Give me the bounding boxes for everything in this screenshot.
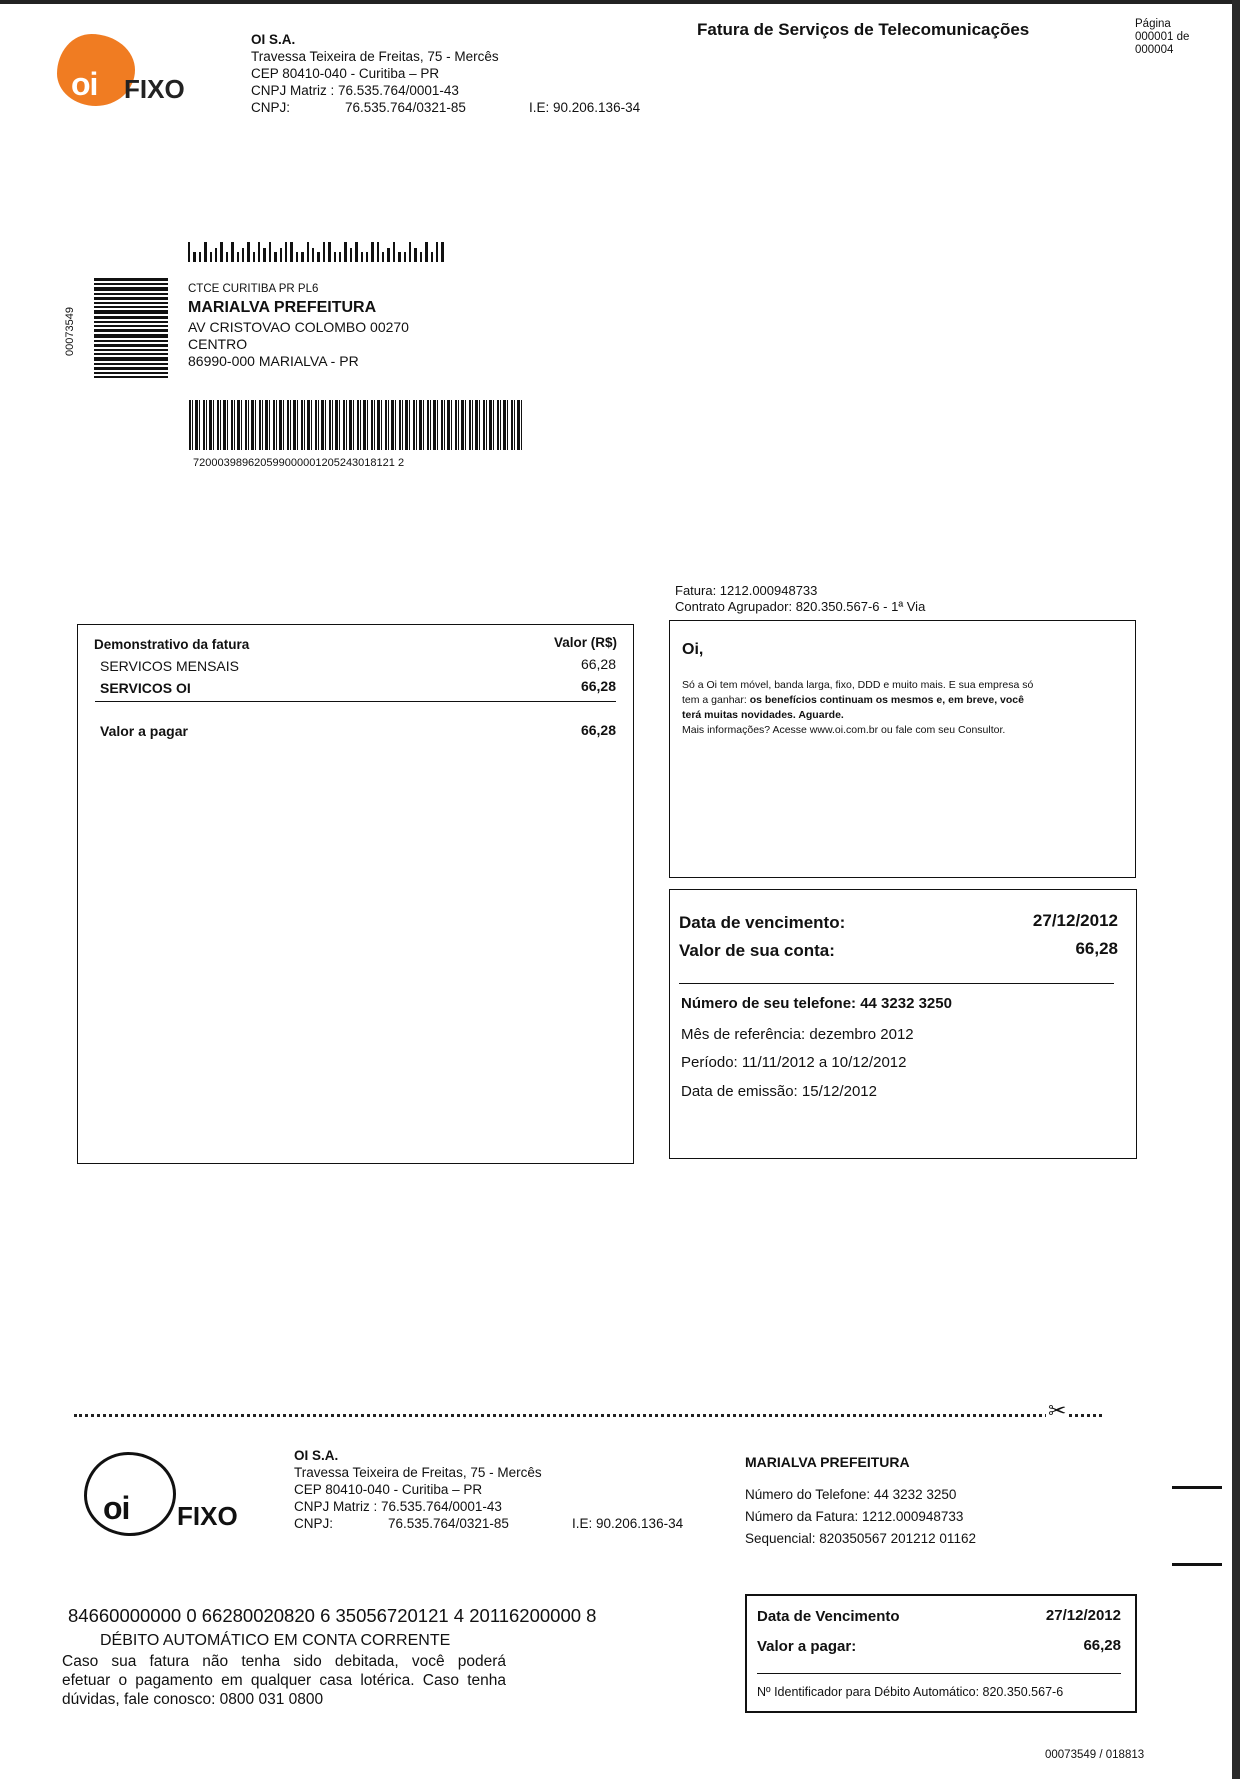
- statement-item-label: SERVICOS OI: [100, 680, 191, 696]
- digitable-line: 84660000000 0 66280020820 6 35056720121 4 20116200000 8: [68, 1605, 597, 1626]
- slip-due-label: Data de Vencimento: [757, 1608, 900, 1625]
- issue-date: Data de emissão: 15/12/2012: [681, 1083, 877, 1100]
- slip-amount-label: Valor a pagar:: [757, 1638, 857, 1655]
- vertical-barcode: [94, 278, 168, 380]
- reference-month: Mês de referência: dezembro 2012: [681, 1026, 914, 1043]
- slip-payment-box: [745, 1594, 1137, 1713]
- statement-box: [77, 624, 634, 1164]
- slip-company-info: [294, 1447, 683, 1532]
- slip-cnpj-value: 76.535.764/0321-85: [388, 1516, 509, 1531]
- slip-debit-id: Nº Identificador para Débito Automático: 820.350.567-6: [757, 1685, 1064, 1699]
- slip-customer-info: [745, 1452, 976, 1550]
- message-line-2-bold: os benefícios continuam os mesmos e, em breve, você: [749, 694, 1024, 706]
- summary-divider: [679, 983, 1114, 984]
- payment-notice: [62, 1652, 506, 1709]
- notice-line-2: efetuar o pagamento em qualquer casa lotérica. Caso tenha: [62, 1672, 506, 1689]
- footer-code: 00073549 / 018813: [1045, 1749, 1145, 1761]
- slip-company-cep: CEP 80410-040 - Curitiba – PR: [294, 1482, 483, 1497]
- company-address: Travessa Teixeira de Freitas, 75 - Mercês: [251, 49, 499, 64]
- side-code: 00073549: [64, 307, 76, 356]
- account-summary-box: [669, 889, 1137, 1159]
- message-line-4: Mais informações? Acesse www.oi.com.br ou fale com seu Consultor.: [682, 724, 1006, 736]
- slip-due-value: 27/12/2012: [1045, 1607, 1121, 1624]
- postal-barcode: [188, 240, 447, 262]
- due-date-label: Data de vencimento:: [679, 913, 846, 932]
- due-date-value: 27/12/2012: [1032, 911, 1118, 930]
- message-greeting: Oi,: [682, 641, 704, 658]
- slip-company-cnpj-matriz: CNPJ Matriz : 76.535.764/0001-43: [294, 1499, 502, 1514]
- notice-line-3: dúvidas, fale conosco: 0800 031 0800: [62, 1691, 324, 1708]
- company-name: OI S.A.: [251, 32, 296, 47]
- recipient-address: [188, 281, 409, 370]
- statement-total-label: Valor a pagar: [100, 723, 188, 739]
- invoice-reference: [675, 583, 925, 615]
- slip-box-divider: [757, 1673, 1121, 1674]
- slip-customer-name: MARIALVA PREFEITURA: [745, 1454, 910, 1470]
- page-total: 000004: [1135, 44, 1174, 56]
- company-info: [251, 31, 640, 116]
- contract-number: Contrato Agrupador: 820.350.567-6 - 1ª Via: [675, 599, 926, 614]
- slip-company-name: OI S.A.: [294, 1448, 339, 1463]
- recipient-district: CENTRO: [188, 336, 248, 352]
- slip-cnpj-label: CNPJ:: [294, 1516, 334, 1531]
- recipient-city: 86990-000 MARIALVA - PR: [188, 353, 359, 369]
- slip-phone: Número do Telefone: 44 3232 3250: [745, 1487, 957, 1502]
- slip-company-address: Travessa Teixeira de Freitas, 75 - Mercês: [294, 1465, 542, 1480]
- address-barcode-number: 720003989620599000001205243018121 2: [193, 457, 405, 469]
- recipient-name: MARIALVA PREFEITURA: [188, 299, 377, 316]
- slip-company-ie: I.E: 90.206.136-34: [572, 1516, 684, 1531]
- page-value: 000001 de: [1135, 31, 1190, 43]
- scan-top-edge: [0, 0, 1240, 4]
- logo-oi-text: oi: [71, 66, 98, 102]
- company-ie: I.E: 90.206.136-34: [529, 100, 641, 115]
- statement-item-value: 66,28: [580, 656, 616, 672]
- slip-amount-value: 66,28: [1083, 1637, 1121, 1654]
- document-title: Fatura de Serviços de Telecomunicações: [697, 20, 1030, 39]
- company-cnpj-row: [251, 99, 640, 116]
- statement-item-label: SERVICOS MENSAIS: [100, 658, 240, 674]
- statement-title: Demonstrativo da fatura: [94, 637, 250, 652]
- message-box: [669, 620, 1136, 878]
- slip-logo-oi-text: oi: [103, 1490, 130, 1526]
- route-code: CTCE CURITIBA PR PL6: [188, 283, 319, 295]
- logo-fixo-text: FIXO: [124, 74, 185, 104]
- message-line-1: Só a Oi tem móvel, banda larga, fixo, DDD e muito mais. E sua empresa só: [682, 679, 1034, 691]
- statement-value-header: Valor (R$): [553, 635, 617, 650]
- cnpj-label: CNPJ:: [251, 100, 291, 115]
- scan-right-edge: [1232, 0, 1240, 1779]
- statement-item-value: 66,28: [580, 678, 616, 694]
- statement-divider: [95, 701, 616, 702]
- recipient-street: AV CRISTOVAO COLOMBO 00270: [188, 319, 409, 335]
- billing-period: Período: 11/11/2012 a 10/12/2012: [681, 1054, 907, 1071]
- statement-total-value: 66,28: [580, 722, 616, 738]
- slip-sequence: Sequencial: 820350567 201212 01162: [745, 1531, 976, 1546]
- page-indicator: [1135, 18, 1189, 57]
- message-line-2: [682, 693, 1127, 708]
- invoice-number: Fatura: 1212.000948733: [675, 583, 818, 598]
- company-cnpj-matriz: CNPJ Matriz : 76.535.764/0001-43: [251, 83, 459, 98]
- slip-invoice: Número da Fatura: 1212.000948733: [745, 1509, 964, 1524]
- slip-logo-outline: [84, 1452, 176, 1536]
- cnpj-value: 76.535.764/0321-85: [345, 100, 466, 115]
- message-line-2-pre: tem a ganhar:: [682, 694, 750, 706]
- amount-value: 66,28: [1075, 939, 1118, 958]
- margin-mark: [1172, 1486, 1222, 1489]
- amount-label: Valor de sua conta:: [679, 941, 835, 960]
- message-line-3: terá muitas novidades. Aguarde.: [682, 709, 844, 721]
- margin-mark: [1172, 1563, 1222, 1566]
- slip-logo-fixo-text: FIXO: [177, 1501, 238, 1531]
- slip-company-cnpj-row: [294, 1515, 683, 1532]
- phone-number: Número de seu telefone: 44 3232 3250: [681, 995, 952, 1012]
- cut-line: [74, 1414, 1102, 1417]
- page-label: Página: [1135, 18, 1171, 30]
- debit-title: DÉBITO AUTOMÁTICO EM CONTA CORRENTE: [100, 1632, 451, 1649]
- scissors-icon: ✂: [1048, 1398, 1067, 1423]
- address-barcode: [189, 400, 523, 450]
- message-text: [682, 678, 1127, 738]
- company-cep: CEP 80410-040 - Curitiba – PR: [251, 66, 440, 81]
- notice-line-1: Caso sua fatura não tenha sido debitada, você poderá: [62, 1653, 506, 1670]
